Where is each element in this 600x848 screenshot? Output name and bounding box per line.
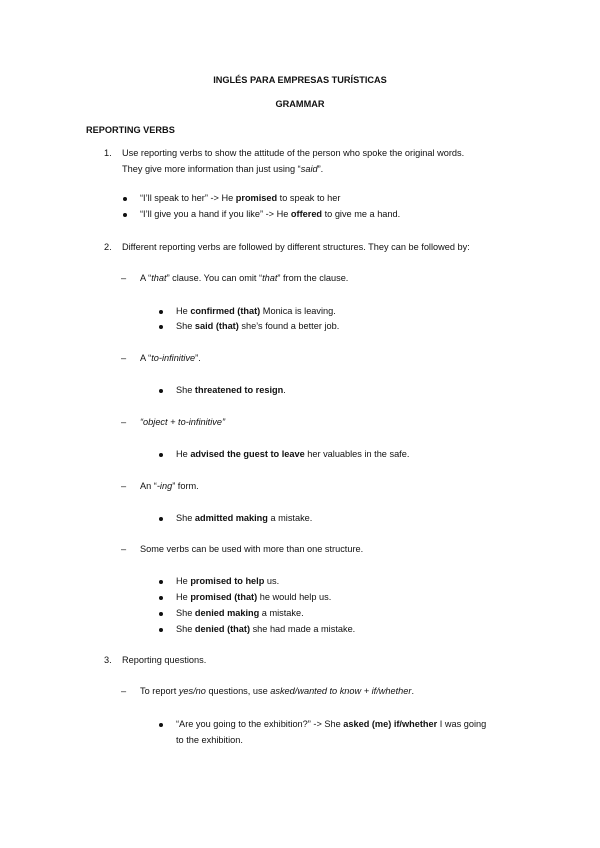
bullet-icon: [123, 197, 127, 201]
example-promised-to-help: He promised to help us.: [176, 576, 280, 586]
example-asked-line-2: to the exhibition.: [176, 735, 243, 745]
example-threatened: She threatened to resign.: [176, 385, 286, 395]
yes-no-questions-text: To report yes/no questions, use asked/wanted to know + if/whether.: [140, 686, 415, 696]
item-3-text: Reporting questions.: [122, 655, 207, 665]
example-promised-that: He promised (that) he would help us.: [176, 592, 332, 602]
item-number-2: 2.: [104, 242, 112, 252]
bullet-icon: [159, 517, 163, 521]
example-promised: “I’ll speak to her” -> He promised to speak to her: [140, 193, 341, 203]
example-denied-making: She denied making a mistake.: [176, 608, 304, 618]
example-offered: “I’ll give you a hand if you like” -> He offered to give me a hand.: [140, 209, 401, 219]
item-1-line-1: Use reporting verbs to show the attitude of the person who spoke the original words.: [122, 148, 465, 158]
to-infinitive-text: A “to-infinitive”.: [140, 353, 201, 363]
item-number-1: 1.: [104, 148, 112, 158]
bullet-icon: [159, 453, 163, 457]
object-infinitive-text: “object + to-infinitive”: [140, 417, 226, 427]
item-2-text: Different reporting verbs are followed by different structures. They can be followed by:: [122, 242, 470, 252]
example-advised: He advised the guest to leave her valuables in the safe.: [176, 449, 410, 459]
example-asked: “Are you going to the exhibition?” -> She asked (me) if/whether I was going: [176, 719, 487, 729]
dash-marker: –: [121, 544, 127, 554]
bullet-icon: [159, 628, 163, 632]
item-number-3: 3.: [104, 655, 112, 665]
example-denied-that: She denied (that) she had made a mistake.: [176, 624, 356, 634]
dash-marker: –: [121, 273, 127, 283]
bullet-icon: [159, 325, 163, 329]
section-heading: REPORTING VERBS: [86, 125, 175, 135]
dash-marker: –: [121, 686, 127, 696]
example-admitted: She admitted making a mistake.: [176, 513, 313, 523]
dash-marker: –: [121, 417, 127, 427]
bullet-icon: [123, 213, 127, 217]
dash-marker: –: [121, 353, 127, 363]
ing-form-text: An “-ing” form.: [140, 481, 199, 491]
example-said: She said (that) she’s found a better job.: [176, 321, 340, 331]
bullet-icon: [159, 580, 163, 584]
dash-marker: –: [121, 481, 127, 491]
document-title: INGLÉS PARA EMPRESAS TURÍSTICAS: [213, 75, 387, 85]
item-1-line-2: They give more information than just using “said”.: [122, 164, 324, 174]
bullet-icon: [159, 723, 163, 727]
document-subtitle: GRAMMAR: [275, 99, 325, 109]
bullet-icon: [159, 310, 163, 314]
that-clause-text: A “that” clause. You can omit “that” from the clause.: [140, 273, 349, 283]
bullet-icon: [159, 596, 163, 600]
multi-structure-text: Some verbs can be used with more than one structure.: [140, 544, 364, 554]
bullet-icon: [159, 389, 163, 393]
example-confirmed: He confirmed (that) Monica is leaving.: [176, 306, 336, 316]
bullet-icon: [159, 612, 163, 616]
